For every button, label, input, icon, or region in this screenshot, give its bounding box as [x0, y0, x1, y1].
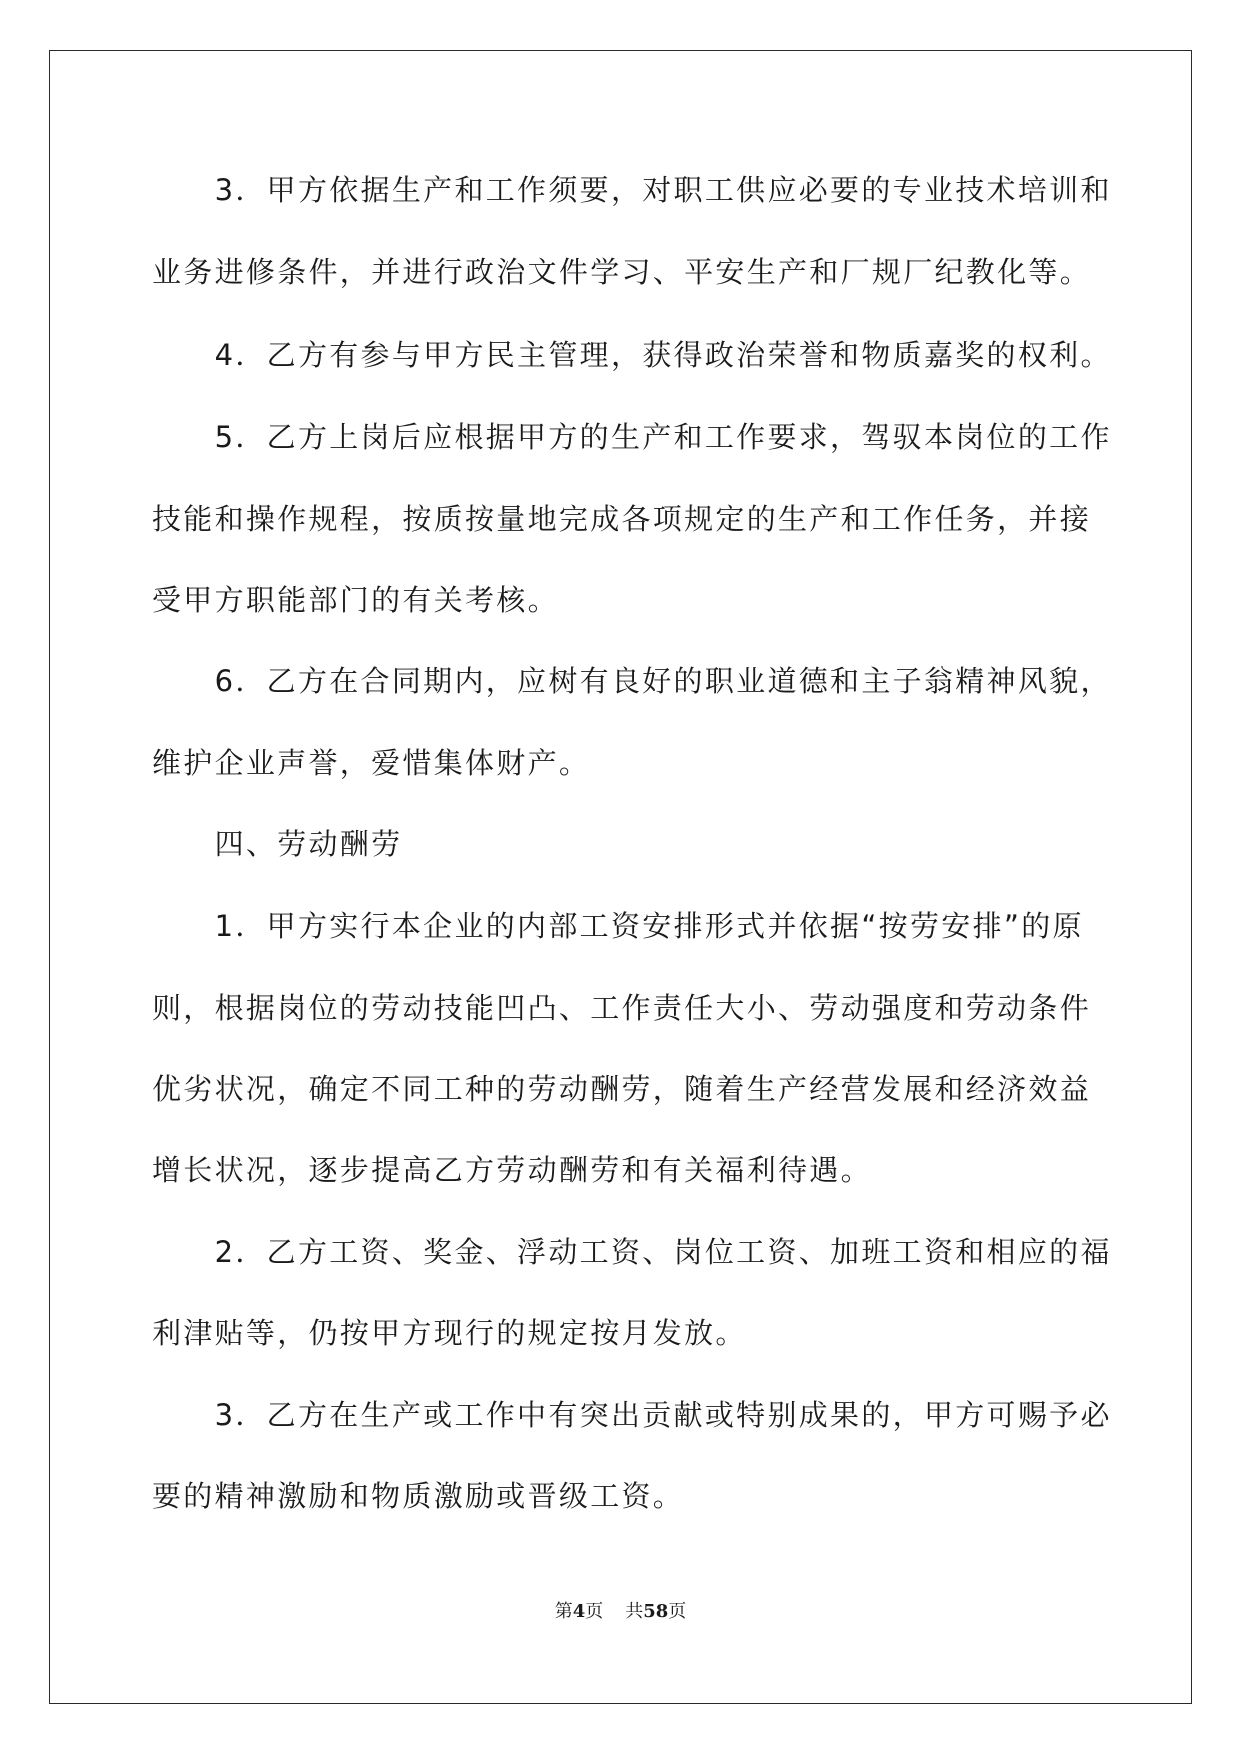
body-line: 1．甲方实行本企业的内部工资安排形式并依据“按劳安排”的原 [152, 909, 1084, 943]
body-line: 2．乙方工资、奖金、浮动工资、岗位工资、加班工资和相应的福 [152, 1235, 1112, 1269]
total-pages: 58 [643, 1601, 669, 1622]
total-prefix: 共 [625, 1601, 644, 1622]
body-line: 利津贴等，仍按甲方现行的规定按月发放。 [152, 1316, 747, 1350]
section-heading: 四、劳动酬劳 [152, 827, 403, 861]
body-line: 维护企业声誉，爱惜集体财产。 [152, 746, 591, 780]
body-line: 则，根据岗位的劳动技能凹凸、工作责任大小、劳动强度和劳动条件 [152, 991, 1092, 1025]
body-line: 增长状况，逐步提高乙方劳动酬劳和有关福利待遇。 [152, 1153, 872, 1187]
body-line: 4．乙方有参与甲方民主管理，获得政治荣誉和物质嘉奖的权利。 [152, 338, 1112, 372]
page-number: 4 [572, 1601, 586, 1622]
body-line: 3．乙方在生产或工作中有突出贡献或特别成果的，甲方可赐予必 [152, 1398, 1112, 1432]
body-line: 受甲方职能部门的有关考核。 [152, 583, 559, 617]
body-line: 6．乙方在合同期内，应树有良好的职业道德和主子翁精神风貌， [152, 664, 1112, 698]
page-prefix: 第 [554, 1601, 573, 1622]
body-line: 5．乙方上岗后应根据甲方的生产和工作要求，驾驭本岗位的工作 [152, 420, 1112, 454]
body-line: 要的精神激励和物质激励或晋级工资。 [152, 1479, 685, 1513]
page-footer [0, 1600, 1241, 1624]
body-line: 3．甲方依据生产和工作须要，对职工供应必要的专业技术培训和 [152, 173, 1112, 207]
body-line: 技能和操作规程，按质按量地完成各项规定的生产和工作任务，并接 [152, 502, 1092, 536]
body-line: 优劣状况，确定不同工种的劳动酬劳，随着生产经营发展和经济效益 [152, 1072, 1092, 1106]
total-suffix: 页 [668, 1601, 687, 1622]
page-border [49, 50, 1192, 1704]
body-line: 业务进修条件，并进行政治文件学习、平安生产和厂规厂纪教化等。 [152, 255, 1092, 289]
page-suffix: 页 [585, 1601, 604, 1622]
